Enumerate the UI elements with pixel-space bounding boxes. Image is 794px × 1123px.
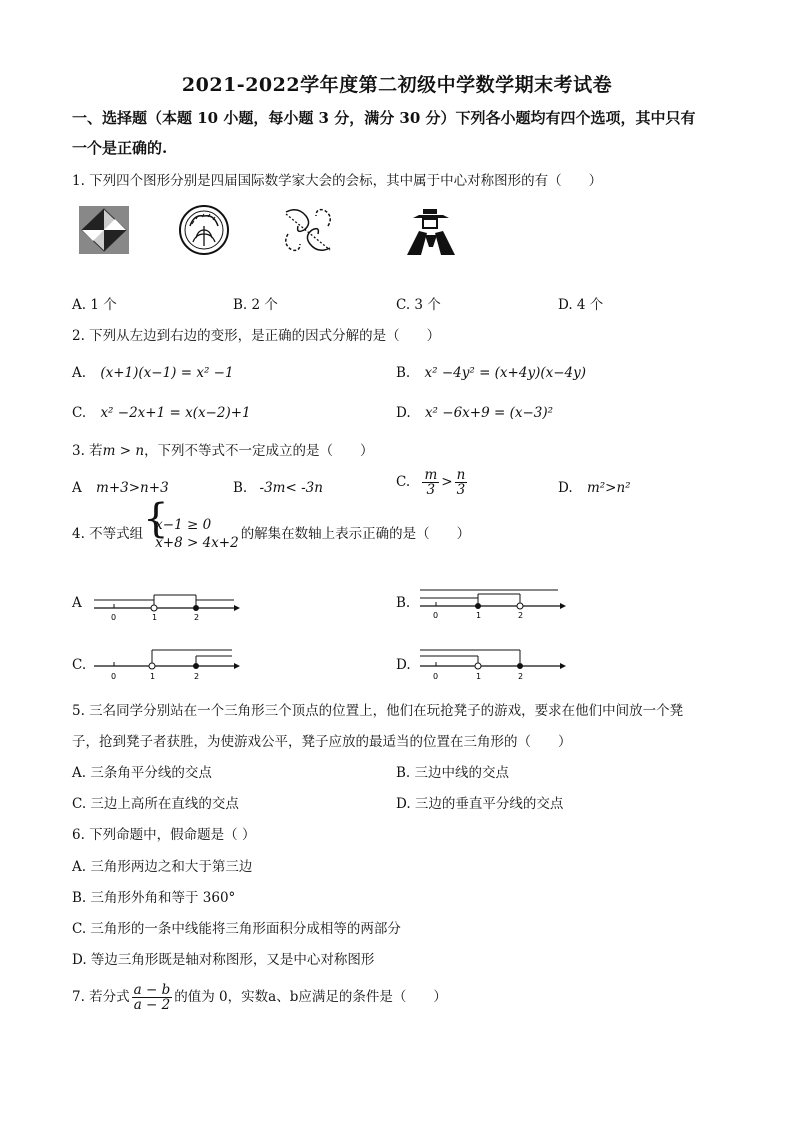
q5-option-d[interactable]: D. 三边的垂直平分线的交点 [396, 796, 564, 812]
tick-1: 1 [152, 613, 158, 622]
q4-stem-pre: 4. 不等式组 [72, 526, 144, 542]
q5-option-a[interactable]: A. 三条角平分线的交点 [72, 765, 212, 781]
q2-option-c-label: C. [72, 405, 87, 421]
q3-option-d-expr: m²>n² [586, 480, 631, 496]
circle-lotus-logo [178, 204, 230, 256]
tick-0: 0 [433, 611, 439, 620]
q2-option-a-label: A. [72, 365, 87, 381]
q4-option-d-label[interactable]: D. [396, 657, 411, 673]
question-5-line1: 5. 三名同学分别站在一个三角形三个顶点的位置上，他们在玩抢凳子的游戏，要求在他们中间放一个凳 [72, 703, 684, 719]
q3-option-b-expr: -3m< -3n [259, 480, 323, 496]
q3-option-b-label: B. [233, 480, 248, 496]
question-3-stem [72, 440, 732, 462]
tick-2: 2 [518, 611, 524, 620]
q3-option-b[interactable] [233, 477, 323, 499]
q1-option-b[interactable]: B. 2 个 [233, 297, 278, 313]
tick-0: 0 [433, 672, 439, 681]
tick-2: 2 [518, 672, 524, 681]
q4-option-b-label[interactable]: B. [396, 595, 411, 611]
q2-option-d-label: D. [396, 405, 411, 421]
q2-option-a[interactable] [72, 362, 234, 384]
q3-option-c-label: C. [396, 474, 411, 490]
tick-1: 1 [476, 611, 482, 620]
q6-option-d[interactable]: D. 等边三角形既是轴对称图形，又是中心对称图形 [72, 952, 375, 968]
pinwheel-square-logo [78, 205, 130, 255]
section-heading-line2: 一个是正确的. [72, 139, 168, 157]
tick-1: 1 [150, 672, 156, 681]
tick-2: 2 [194, 613, 200, 622]
q2-option-c-expr: x² −2x+1 = x(x−2)+1 [100, 405, 251, 421]
q3-option-a-expr: m+3>n+3 [96, 480, 169, 496]
q3-stem-pre: 3. 若 [72, 443, 103, 459]
question-4-stem [72, 516, 732, 552]
q3-option-c-frac1: $\frac{m}{3}$ [424, 467, 438, 498]
q6-option-b[interactable]: B. 三角形外角和等于 360° [72, 890, 236, 906]
q4-option-a-numberline[interactable] [92, 588, 242, 622]
q3-option-d-label: D. [558, 480, 573, 496]
q5-option-b[interactable]: B. 三边中线的交点 [396, 765, 510, 781]
q2-option-a-expr: (x+1)(x−1) = x² −1 [100, 365, 234, 381]
tick-0: 0 [111, 672, 117, 681]
q2-option-b-expr: x² −4y² = (x+4y)(x−4y) [424, 365, 587, 381]
q3-stem-post: ，下列不等式不一定成立的是（ ） [144, 443, 374, 459]
q7-stem-pre: 7. 若分式 [72, 989, 130, 1005]
q5-option-c[interactable]: C. 三边上高所在直线的交点 [72, 796, 239, 812]
q4-stem-post: 的解集在数轴上表示正确的是（ ） [240, 526, 471, 542]
tick-2: 2 [194, 672, 200, 681]
pagoda-logo [403, 207, 459, 257]
q1-option-a[interactable]: A. 1 个 [72, 297, 117, 313]
q3-option-a-label: A [72, 480, 82, 496]
q4-option-a-label[interactable]: A [72, 595, 82, 611]
q3-option-c-op: > [441, 474, 453, 490]
q6-option-c[interactable]: C. 三角形的一条中线能将三角形面积分成相等的两部分 [72, 921, 401, 937]
q2-option-d[interactable] [396, 402, 553, 424]
q4-option-c-numberline[interactable] [92, 646, 242, 684]
q7-stem-post: 的值为 0，实数a、b应满足的条件是（ ） [174, 989, 447, 1005]
q1-option-d[interactable]: D. 4 个 [558, 297, 604, 313]
q4-option-d-numberline[interactable] [418, 644, 568, 684]
q2-option-d-expr: x² −6x+9 = (x−3)² [424, 405, 554, 421]
q3-option-c-frac2: $\frac{n}{3}$ [456, 467, 466, 498]
question-5-line2: 子，抢到凳子者获胜，为使游戏公平，凳子应放的最适当的位置在三角形的（ ） [72, 734, 572, 750]
question-1-stem: 1. 下列四个图形分别是四届国际数学家大会的会标，其中属于中心对称图形的有（ ） [72, 173, 603, 189]
q2-option-b[interactable] [396, 362, 586, 384]
tick-1: 1 [476, 672, 482, 681]
spiral-logo [278, 204, 338, 256]
question-2-stem: 2. 下列从左边到右边的变形，是正确的因式分解的是（ ） [72, 328, 441, 344]
q3-condition: m > n [102, 443, 145, 459]
question-7-stem [72, 980, 732, 1014]
q4-inequality-system: { x−1 ≥ 0 x+8 > 4x+2 [145, 516, 239, 552]
exam-title: 2021-2022学年度第二初级中学数学期末考试卷 [181, 74, 613, 96]
q1-option-c[interactable]: C. 3 个 [396, 297, 441, 313]
section-heading-line1: 一、选择题（本题 10 小题，每小题 3 分，满分 30 分）下列各小题均有四个选项，其中只有 [72, 109, 696, 127]
question-6-stem: 6. 下列命题中，假命题是（ ） [72, 827, 256, 843]
q2-option-b-label: B. [396, 365, 411, 381]
q2-option-c[interactable] [72, 402, 251, 424]
q4-option-b-numberline[interactable] [418, 584, 568, 622]
q3-option-d[interactable] [558, 477, 631, 499]
q7-fraction: $\frac{a - b}{a - 2}$ [133, 982, 171, 1013]
q4-option-c-label[interactable]: C. [72, 657, 87, 673]
q6-option-a[interactable]: A. 三角形两边之和大于第三边 [72, 859, 253, 875]
q3-option-c[interactable] [396, 468, 469, 497]
tick-0: 0 [111, 613, 117, 622]
